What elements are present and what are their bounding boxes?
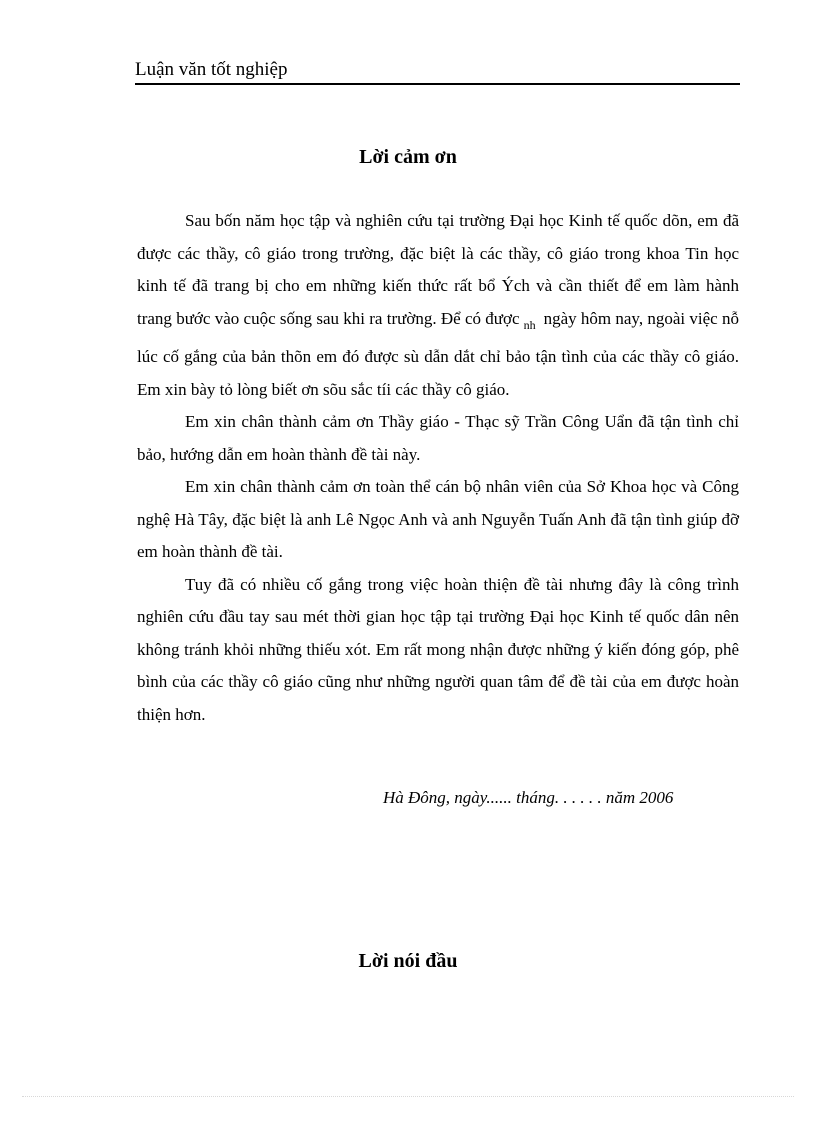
paragraph-2: Em xin chân thành cảm ơn Thầy giáo - Thạc sỹ Trần Công Uẩn đã tận tình chỉ bảo, hướng dẫn em hoàn thành đề tài này. — [137, 412, 739, 464]
paragraph-1-part-b: ngày hôm nay, ngoài việc nỗ lúc cố gắng của bản thõn em đó được sù dẫn dắt chỉ bảo tận tình của các thầy cô giáo. Em xin bày tỏ lòng biết ơn sõu sắc tíi các thầy cô giáo. — [137, 308, 740, 399]
paragraph-1-part-a: Sau bốn năm học tập và nghiên cứu tại trường Đại học Kinh tế quốc dõn, em đã được các thầy, cô giáo trong trường, đặc biệt là các thầy, cô giáo trong khoa Tin học kinh tế đã trang bị cho em những kiến thức rất bổ Ých và cần thiết để em làm hành trang bước vào cuộc sống sau khi ra trường. Để có được — [137, 211, 739, 328]
document-body — [137, 205, 739, 731]
section-title-preface: Lời nói đầu — [358, 950, 458, 972]
stray-subscript-text: nh — [523, 317, 536, 332]
paragraph-1 — [137, 205, 739, 406]
section-title-thanks: Lời cảm ơn — [359, 146, 457, 168]
page-header: Luận văn tốt nghiệp — [135, 58, 740, 85]
paragraph-3: Em xin chân thành cảm ơn toàn thể cán bộ nhân viên của Sở Khoa học và Công nghệ Hà Tây, đặc biệt là anh Lê Ngọc Anh và anh Nguyễn Tuấn Anh đã tận tình giúp đỡ em hoàn thành đề tài. — [137, 477, 739, 561]
page-bottom-divider — [22, 1096, 794, 1097]
signature-date-line: Hà Đông, ngày...... tháng. . . . . . năm 2006 — [383, 788, 674, 807]
paragraph-4: Tuy đã có nhiều cố gắng trong việc hoàn thiện đề tài nhưng đây là công trình nghiên cứu đầu tay sau mét thời gian học tập tại trường Đại học Kinh tế quốc dân nên không tránh khỏi những thiếu xót. Em rất mong nhận được những ý kiến đóng góp, phê bình của các thầy cô giáo cũng như những người quan tâm để đề tài của em được hoàn thiện hơn. — [137, 574, 739, 724]
